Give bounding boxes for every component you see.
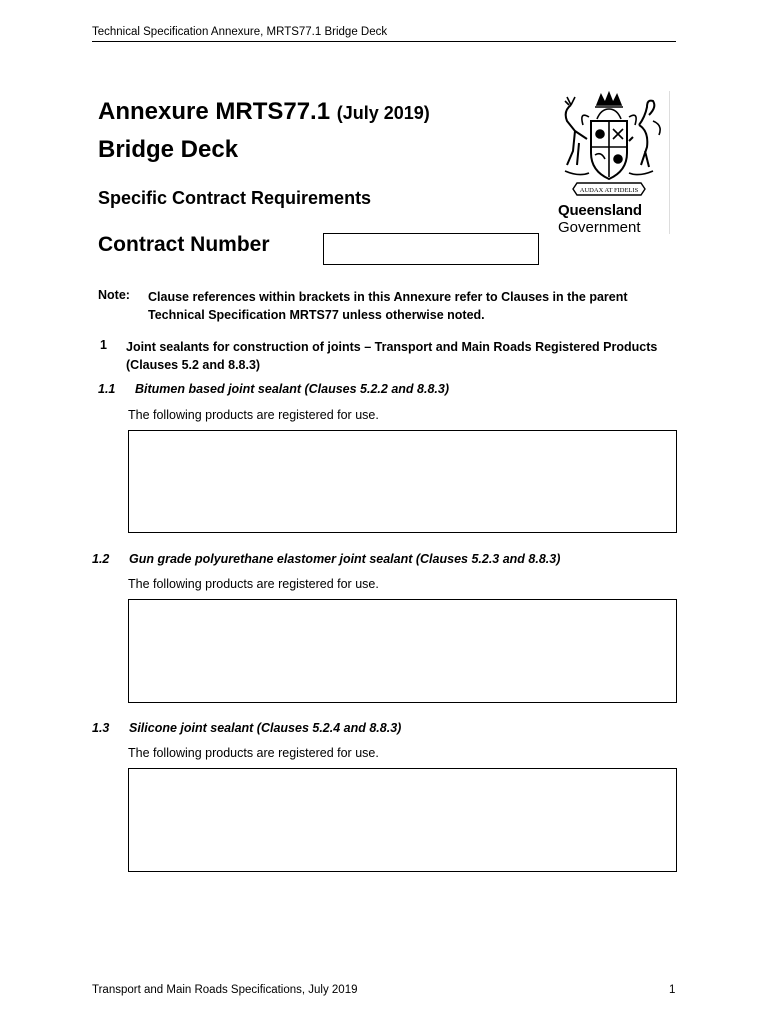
title-main: Annexure MRTS77.1 bbox=[98, 98, 331, 125]
contract-number-field[interactable] bbox=[323, 233, 539, 265]
subsection-title: Bitumen based joint sealant (Clauses 5.2.2 and 8.8.3) bbox=[135, 382, 449, 396]
coat-of-arms-icon bbox=[549, 91, 669, 203]
subsection-body: The following products are registered for use. bbox=[128, 408, 379, 422]
product-entry-box[interactable] bbox=[128, 768, 677, 872]
section-title: Joint sealants for construction of joints – Transport and Main Roads Registered Products (Clauses 5.2 and 8.8.3) bbox=[126, 340, 658, 372]
product-entry-box[interactable] bbox=[128, 599, 677, 703]
subsection-number: 1.2 bbox=[92, 552, 110, 566]
subsection-number: 1.3 bbox=[92, 721, 110, 735]
note-text: Clause references within brackets in this Annexure refer to Clauses in the parent Technical Specification MRTS77 unless otherwise noted. bbox=[148, 290, 628, 322]
document-title bbox=[98, 98, 430, 126]
subsection-body: The following products are registered for use. bbox=[128, 577, 379, 591]
header-rule bbox=[92, 41, 676, 42]
page-number: 1 bbox=[669, 984, 676, 996]
title-date: (July 2019) bbox=[336, 103, 430, 123]
logo-text-queensland: Queensland bbox=[558, 202, 642, 219]
section-heading: Specific Contract Requirements bbox=[98, 188, 372, 208]
footer-text: Transport and Main Roads Specifications, July 2019 bbox=[92, 984, 358, 996]
section-number: 1 bbox=[100, 338, 107, 352]
logo-text-government: Government bbox=[558, 219, 641, 236]
subsection-title: Gun grade polyurethane elastomer joint sealant (Clauses 5.2.3 and 8.8.3) bbox=[129, 552, 561, 566]
note-label: Note: bbox=[98, 288, 130, 302]
contract-number-label: Contract Number bbox=[98, 233, 270, 256]
logo-motto: AUDAX AT FIDELIS bbox=[579, 187, 639, 194]
subsection-title: Silicone joint sealant (Clauses 5.2.4 and 8.8.3) bbox=[129, 721, 402, 735]
product-entry-box[interactable] bbox=[128, 430, 677, 533]
subsection-body: The following products are registered for use. bbox=[128, 746, 379, 760]
running-header: Technical Specification Annexure, MRTS77.1 Bridge Deck bbox=[92, 26, 388, 38]
document-subtitle: Bridge Deck bbox=[98, 136, 239, 163]
subsection-number: 1.1 bbox=[98, 382, 116, 396]
